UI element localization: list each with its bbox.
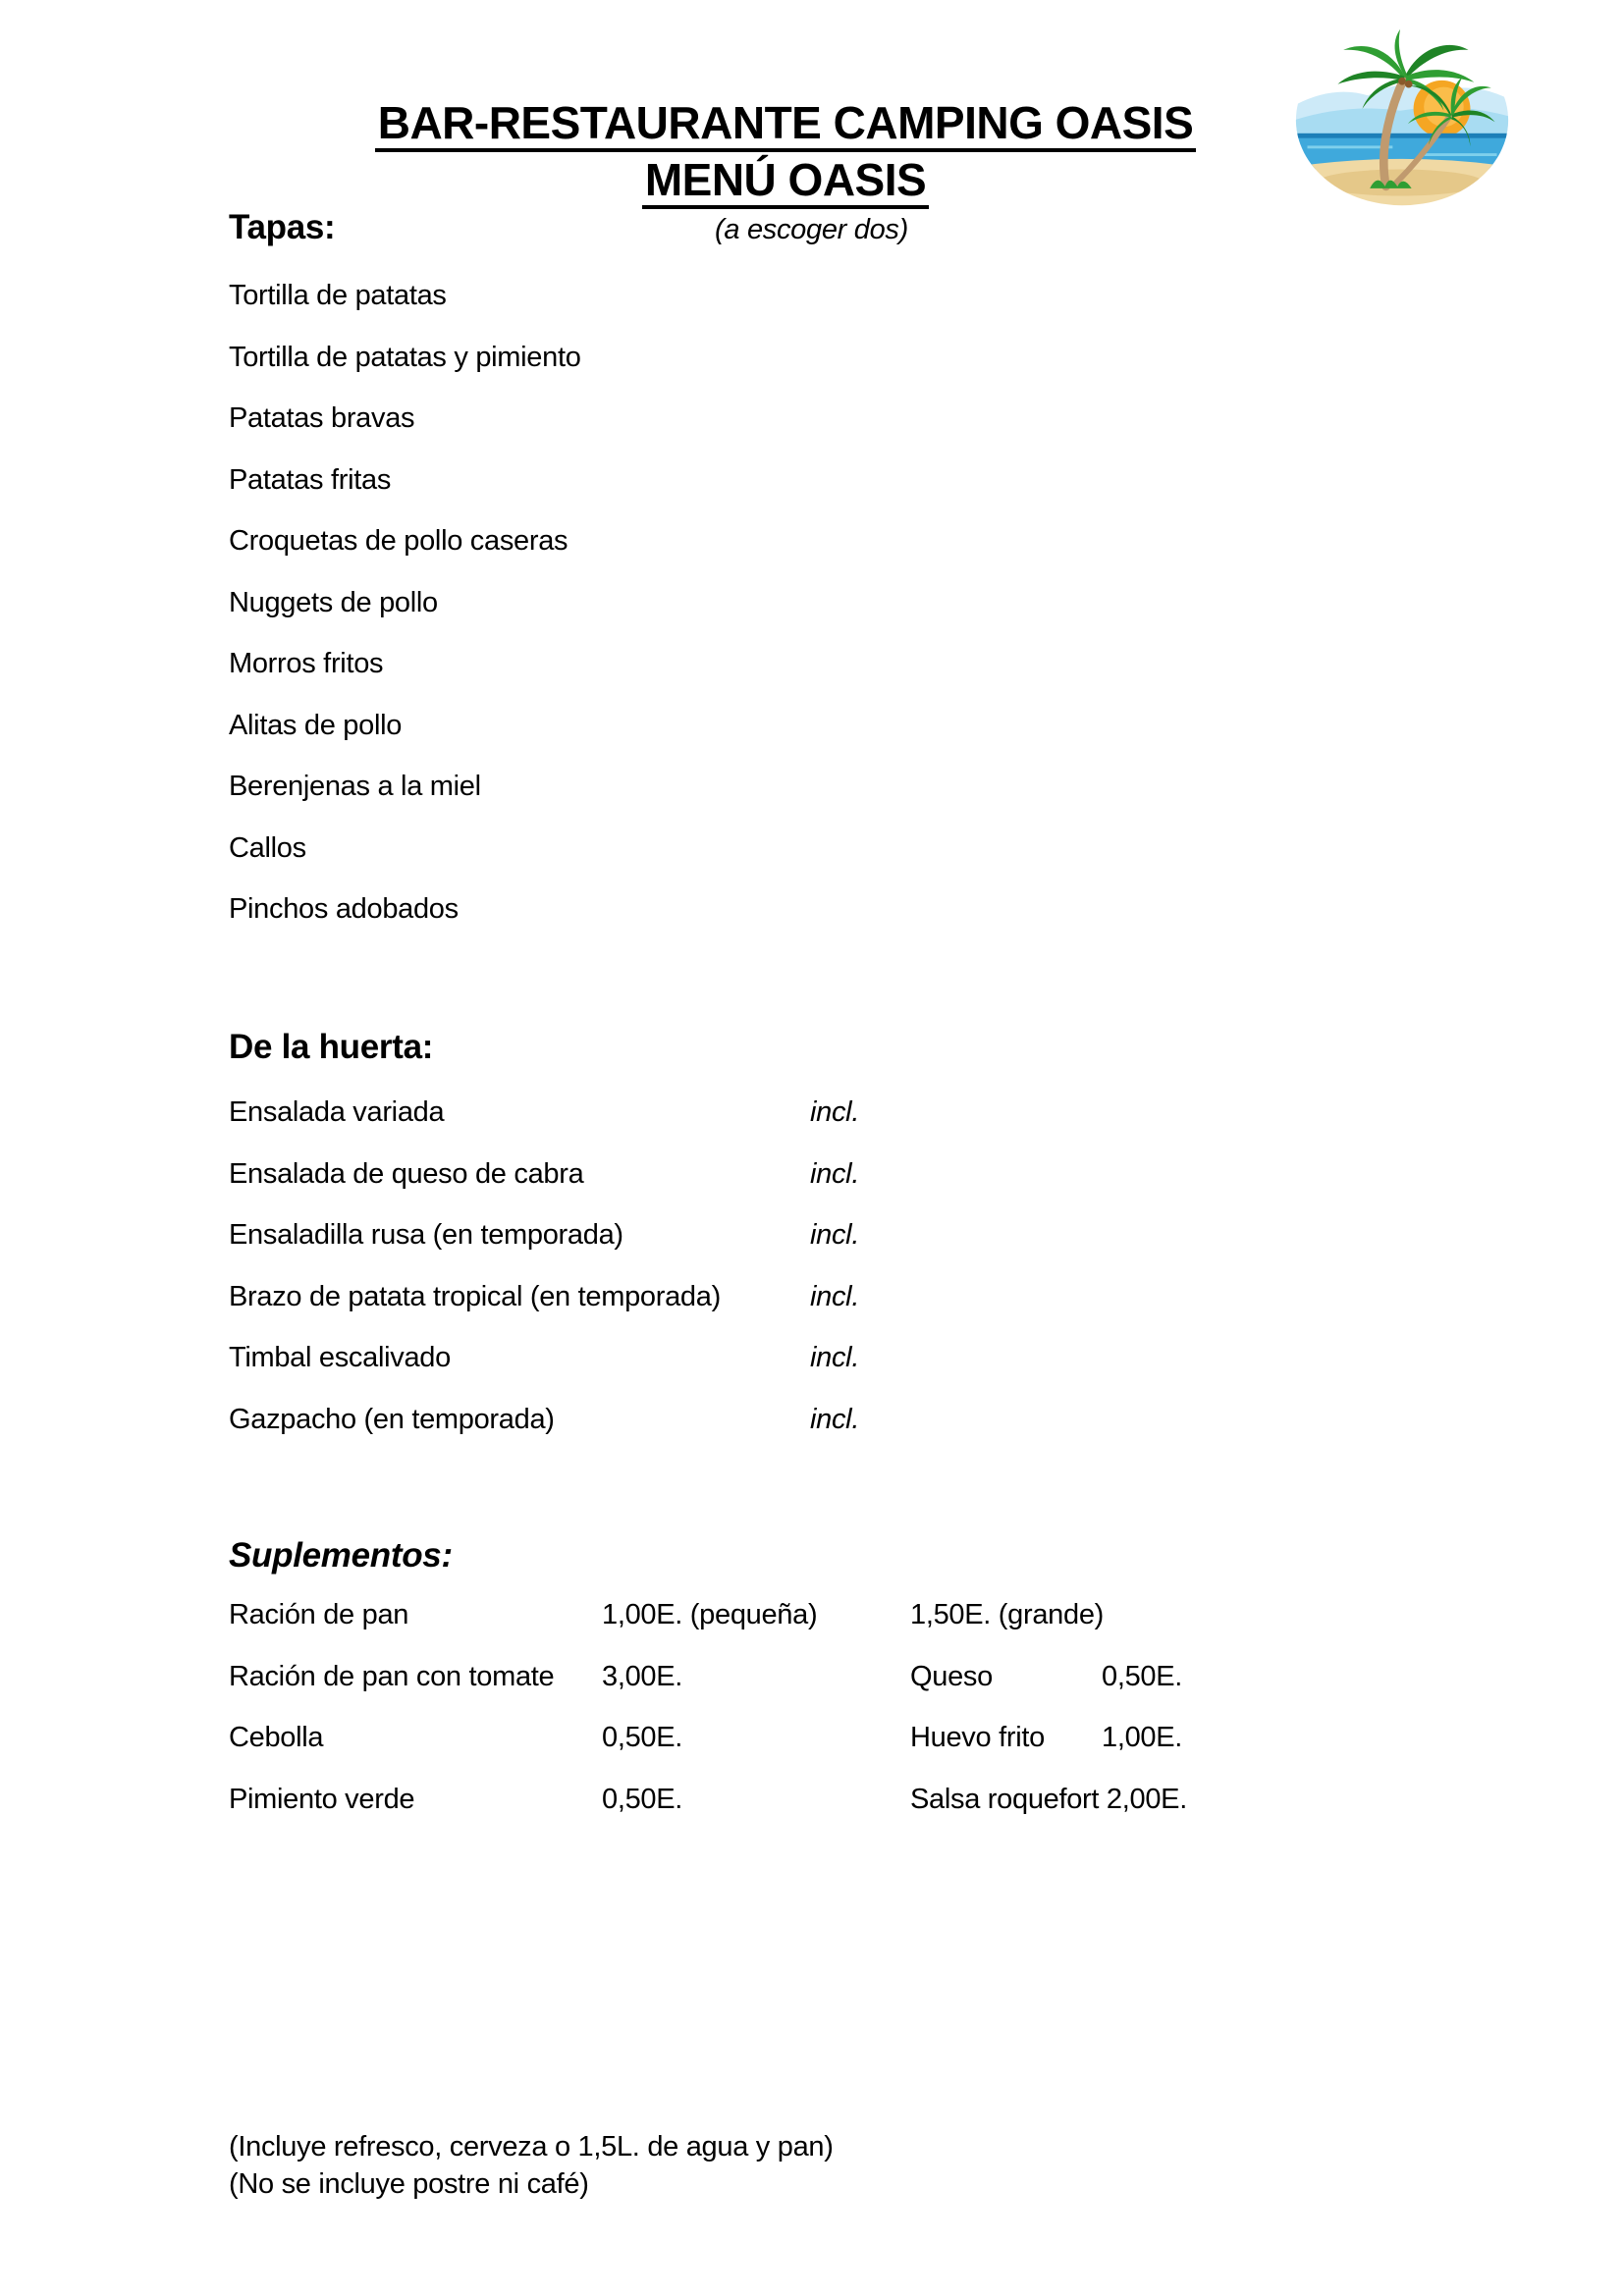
supplement-row [229,1584,1309,1646]
menu-row [229,1389,975,1451]
supplement-item: Ración de pan con tomate [229,1660,555,1692]
price-label: incl. [810,1403,860,1435]
menu-item: Alitas de pollo [229,709,403,741]
price-label: incl. [810,1280,860,1312]
menu-item: Gazpacho (en temporada) [229,1403,555,1435]
supplement-item-2: Queso [910,1660,993,1692]
suplementos-list [229,1584,1309,1830]
price-label: incl. [810,1096,860,1128]
supplement-price-2: 1,00E. [1102,1722,1183,1753]
coconut [1405,80,1413,88]
menu-item: Morros fritos [229,648,384,679]
sea-wave [1421,153,1496,156]
supplement-price: 0,50E. [602,1783,683,1815]
sea-wave [1308,145,1393,148]
menu-item: Ensalada de queso de cabra [229,1157,584,1190]
supplement-item-2: 1,50E. (grande) [910,1599,1105,1630]
supplement-row [229,1769,1309,1831]
section-heading-tapas: Tapas: [229,208,336,246]
menu-item: Nuggets de pollo [229,586,438,618]
supplement-price-2: 0,50E. [1102,1660,1183,1692]
menu-item: Brazo de patata tropical (en temporada) [229,1280,721,1312]
supplement-item-2: Salsa roquefort 2,00E. [910,1783,1187,1815]
coconut [1398,78,1406,85]
menu-item: Ensalada variada [229,1096,445,1128]
price-label: incl. [810,1342,860,1373]
menu-item: Patatas bravas [229,402,415,434]
menu-row [229,1204,975,1266]
footer-line-1: (Incluye refresco, cerveza o 1,5L. de agua y pan) [229,2131,834,2163]
page-title: BAR-RESTAURANTE CAMPING OASIS [375,98,1197,152]
price-label: incl. [810,1219,860,1251]
section-heading-suplementos: Suplementos: [229,1536,453,1575]
page-subtitle: MENÚ OASIS [642,155,929,209]
menu-item: Patatas fritas [229,463,392,496]
menu-row [229,1327,975,1389]
menu-row [229,1144,975,1205]
menu-item: Pinchos adobados [229,893,459,925]
supplement-item: Ración de pan [229,1599,409,1630]
supplement-row [229,1707,1309,1769]
menu-item: Callos [229,831,306,864]
price-label: incl. [810,1157,860,1190]
menu-item: Timbal escalivado [229,1342,451,1373]
supplement-item: Pimiento verde [229,1783,415,1815]
supplement-item-2: Huevo frito [910,1722,1045,1753]
supplement-price: 0,50E. [602,1722,683,1753]
menu-row [229,1082,975,1144]
supplement-price: 1,00E. (pequeña) [602,1599,818,1630]
sea-horizon [1288,133,1516,138]
section-heading-huerta: De la huerta: [229,1028,434,1066]
supplement-price: 3,00E. [602,1660,683,1692]
tapas-note: (a escoger dos) [715,214,908,245]
supplement-row [229,1646,1309,1708]
menu-item: Ensaladilla rusa (en temporada) [229,1219,623,1251]
menu-item: Tortilla de patatas y pimiento [229,341,581,373]
footer-notes [229,2128,834,2203]
menu-item: Berenjenas a la miel [229,771,481,802]
huerta-list [229,1082,975,1450]
menu-item: Tortilla de patatas [229,280,447,311]
footer-line-2: (No se incluye postre ni café) [229,2168,589,2200]
menu-row [229,1266,975,1328]
menu-item: Croquetas de pollo caseras [229,525,568,557]
supplement-item: Cebolla [229,1722,324,1753]
tapas-list [229,265,581,940]
palm-beach-logo [1288,22,1516,211]
